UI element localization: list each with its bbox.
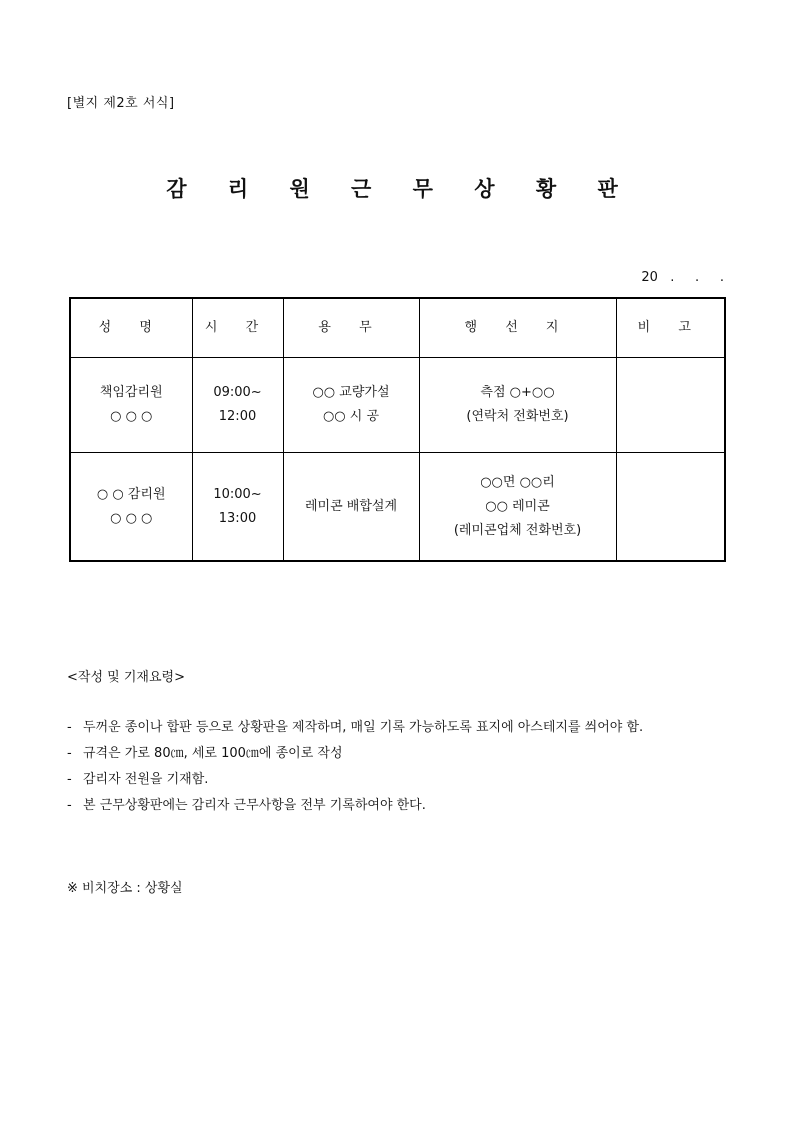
list-dash: - bbox=[67, 720, 72, 735]
table-row bbox=[70, 453, 725, 562]
cell-text: 측점 ○+○○ bbox=[480, 385, 555, 400]
table-row bbox=[70, 358, 725, 453]
cell-name bbox=[70, 453, 192, 562]
list-dash: - bbox=[67, 798, 72, 813]
cell-text: ○ ○ ○ bbox=[110, 510, 153, 526]
list-item bbox=[67, 742, 727, 766]
list-item bbox=[67, 794, 727, 818]
cell-text: ○○ 시 공 bbox=[322, 409, 380, 424]
header-task: 용 무 bbox=[283, 298, 419, 358]
header-time: 시 간 bbox=[192, 298, 283, 358]
list-item-text: 본 근무상황판에는 감리자 근무사항을 전부 기록하여야 한다. bbox=[83, 798, 426, 813]
cell-text: 책임감리원 bbox=[99, 385, 163, 400]
header-destination: 행 선 지 bbox=[419, 298, 616, 358]
cell-text: (레미콘업체 전화번호) bbox=[453, 522, 582, 538]
list-item bbox=[67, 716, 727, 740]
cell-text: 레미콘 배합설계 bbox=[304, 498, 398, 514]
cell-task bbox=[283, 358, 419, 453]
cell-text: ○○ 레미콘 bbox=[485, 498, 550, 514]
cell-text: 10:00~ bbox=[213, 486, 262, 502]
cell-name bbox=[70, 358, 192, 453]
header-name: 성 명 bbox=[70, 298, 192, 358]
list-dash: - bbox=[67, 772, 72, 787]
instructions-heading: <작성 및 기재요령> bbox=[67, 670, 185, 685]
list-item-text: 두꺼운 종이나 합판 등으로 상황판을 제작하며, 매일 기록 가능하도록 표지에 아스테지를 씌어야 함. bbox=[83, 720, 644, 735]
list-item-text: 감리자 전원을 기재함. bbox=[83, 772, 209, 787]
instructions-list bbox=[67, 716, 727, 820]
work-status-table bbox=[69, 297, 726, 562]
list-item-text: 규격은 가로 80㎝, 세로 100㎝에 종이로 작성 bbox=[83, 746, 343, 761]
cell-text: ○ ○ ○ bbox=[110, 409, 153, 424]
date-line: 20 . . . bbox=[641, 270, 724, 285]
cell-text: ○○ 교량가설 bbox=[312, 385, 390, 400]
document-title: 감 리 원 근 무 상 황 판 bbox=[166, 176, 628, 201]
cell-text: (연락처 전화번호) bbox=[466, 409, 569, 424]
cell-text: 09:00~ bbox=[213, 385, 262, 400]
list-item bbox=[67, 768, 727, 792]
cell-note bbox=[616, 358, 725, 453]
placement-note: ※ 비치장소 : 상황실 bbox=[67, 881, 183, 896]
form-id-label: [별지 제2호 서식] bbox=[67, 96, 175, 111]
table-header-row bbox=[70, 298, 725, 358]
cell-destination bbox=[419, 358, 616, 453]
header-note: 비 고 bbox=[616, 298, 725, 358]
cell-text: ○ ○ 감리원 bbox=[96, 486, 166, 502]
cell-time bbox=[192, 358, 283, 453]
cell-note bbox=[616, 453, 725, 562]
cell-destination bbox=[419, 453, 616, 562]
cell-time bbox=[192, 453, 283, 562]
cell-text: ○○면 ○○리 bbox=[480, 474, 555, 490]
list-dash: - bbox=[67, 746, 72, 761]
cell-task bbox=[283, 453, 419, 562]
cell-text: 13:00 bbox=[218, 510, 257, 526]
cell-text: 12:00 bbox=[218, 409, 257, 424]
